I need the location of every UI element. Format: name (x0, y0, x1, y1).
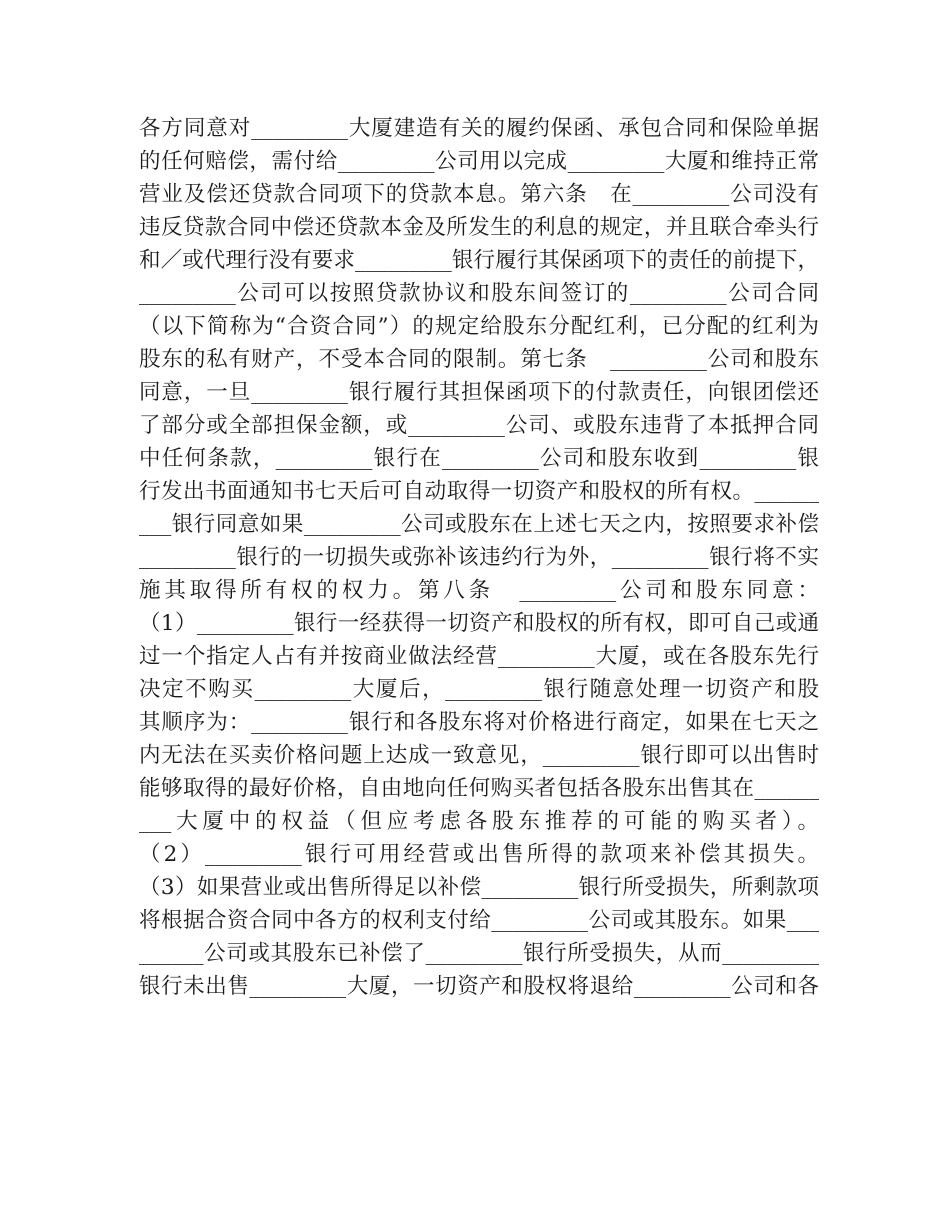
text-line: 银行未出售_________大厦，一切资产和股权将退给_________公司和各 (139, 974, 819, 999)
text-line: 过一个指定人占有并按商业做法经营_________大厦，或在各股东先行 (139, 644, 819, 669)
text-line: 各方同意对_________大厦建造有关的履约保函、承包合同和保险单据 (139, 116, 819, 141)
text-line: 违反贷款合同中偿还贷款本金及所发生的利息的规定，并且联合牵头行 (139, 215, 819, 240)
text-line: 同意，一旦_________银行履行其担保函项下的付款责任，向银团偿还 (139, 380, 819, 405)
text-line: ______公司或其股东已补偿了_________银行所受损失，从而_________ (139, 941, 819, 966)
text-line: 能够取得的最好价格，自由地向任何购买者包括各股东出售其在______ (139, 776, 819, 801)
text-line: 将根据合资合同中各方的权利支付给_________公司或其股东。如果___ (139, 908, 819, 933)
contract-body-text (139, 112, 819, 1003)
text-line: （以下简称为“合资合同”）的规定给股东分配红利，已分配的红利为 (139, 314, 819, 339)
text-line: 了部分或全部担保金额，或_________公司、或股东违背了本抵押合同 (139, 413, 819, 438)
text-line: 中任何条款，_________银行在_________公司和股东收到_________银 (139, 446, 819, 471)
text-line: _________公司可以按照贷款协议和股东间签订的_________公司合同 (139, 281, 819, 306)
text-line: ___大厦中的权益（但应考虑各股东推荐的可能的购买者）。 (139, 809, 819, 834)
text-line: 其顺序为：_________银行和各股东将对价格进行商定，如果在七天之 (139, 710, 819, 735)
text-line: 营业及偿还贷款合同项下的贷款本息。第六条 在_________公司没有 (139, 182, 819, 207)
text-line: （1）_________银行一经获得一切资产和股权的所有权，即可自己或通 (139, 611, 819, 636)
text-line: 施其取得所有权的权力。第八条 _________公司和股东同意： (139, 578, 819, 603)
text-line: （3）如果营业或出售所得足以补偿_________银行所受损失，所剩款项 (139, 875, 819, 900)
text-line: ___银行同意如果_________公司或股东在上述七天之内，按照要求补偿 (139, 512, 819, 537)
text-line: 的任何赔偿，需付给_________公司用以完成_________大厦和维持正常 (139, 149, 819, 174)
text-line: 股东的私有财产，不受本合同的限制。第七条 _________公司和股东 (139, 347, 819, 372)
text-line: _________银行的一切损失或弥补该违约行为外，_________银行将不实 (139, 545, 819, 570)
text-line: 决定不购买_________大厦后，_________银行随意处理一切资产和股 (139, 677, 819, 702)
text-line: 内无法在买卖价格问题上达成一致意见，_________银行即可以出售时 (139, 743, 819, 768)
text-line: 行发出书面通知书七天后可自动取得一切资产和股权的所有权。______ (139, 479, 819, 504)
text-line: 和／或代理行没有要求_________银行履行其保函项下的责任的前提下， (139, 248, 819, 273)
text-line: （2）_________银行可用经营或出售所得的款项来补偿其损失。 (139, 842, 819, 867)
